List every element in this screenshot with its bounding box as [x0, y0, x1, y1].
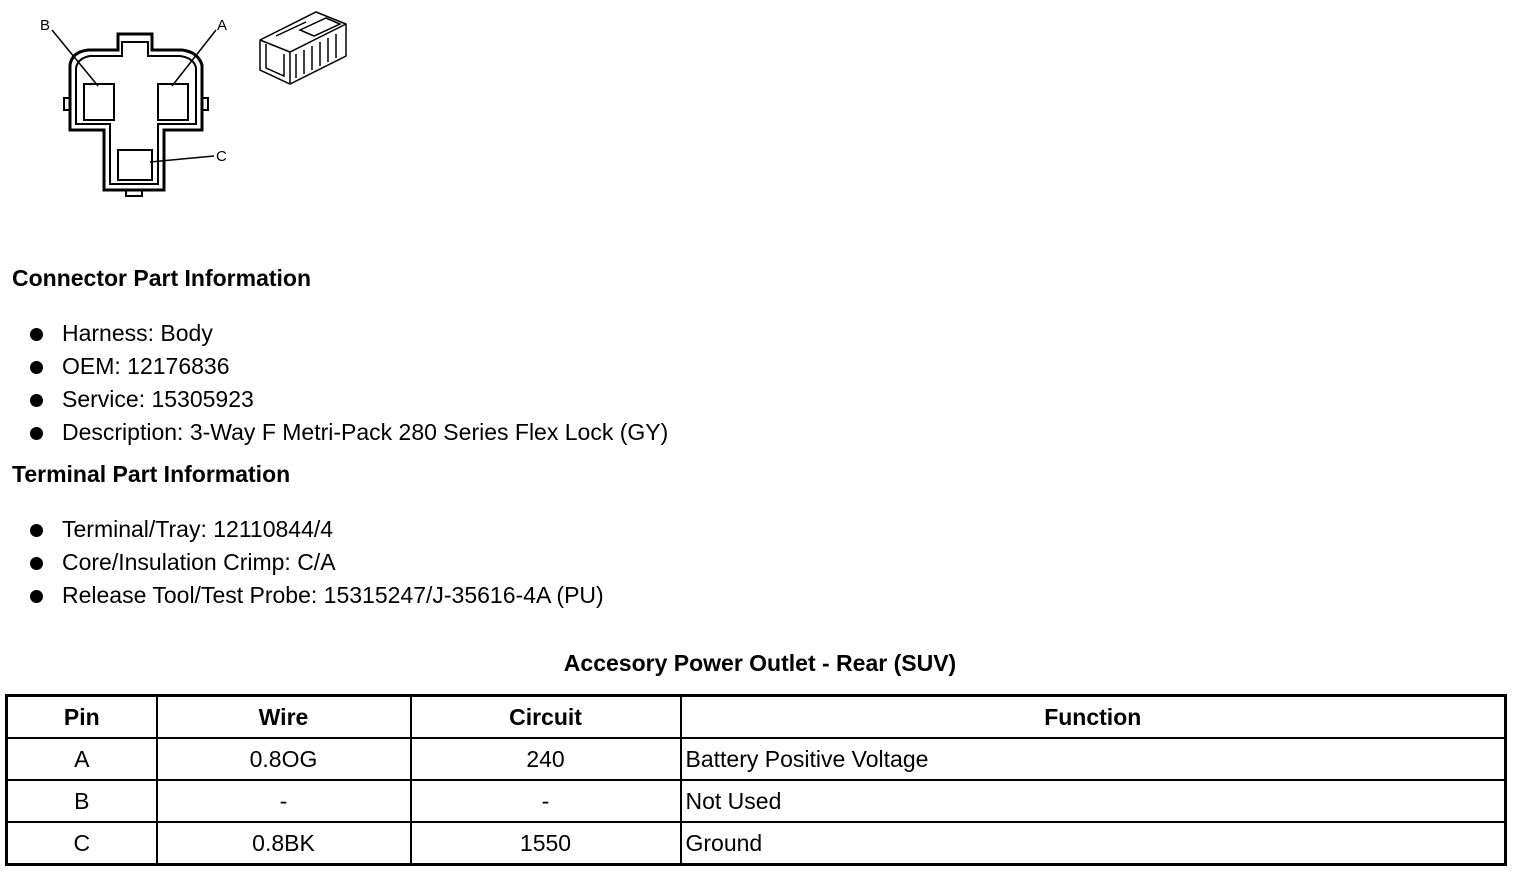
bullet-icon [30, 361, 43, 374]
header-wire: Wire [157, 696, 411, 739]
list-item: Terminal/Tray: 12110844/4 [0, 513, 604, 546]
header-function: Function [681, 696, 1506, 739]
connector-info-list [0, 317, 668, 449]
cavity-c [118, 150, 152, 180]
bullet-icon [30, 394, 43, 407]
list-item: Description: 3-Way F Metri-Pack 280 Series Flex Lock (GY) [0, 416, 668, 449]
bullet-icon [30, 524, 43, 537]
bullet-icon [30, 427, 43, 440]
cell-circuit: 240 [411, 738, 681, 780]
cavity-a [158, 84, 188, 120]
table-row [7, 738, 1506, 780]
connector-heading: Connector Part Information [12, 265, 312, 291]
label-c: C [216, 148, 227, 165]
table-row [7, 780, 1506, 822]
bullet-icon [30, 557, 43, 570]
connector-face-diagram [0, 0, 250, 210]
cell-function: Ground [681, 822, 1506, 865]
list-item: OEM: 12176836 [0, 350, 668, 383]
table-row [7, 822, 1506, 865]
cell-pin: B [7, 780, 157, 822]
header-pin: Pin [7, 696, 157, 739]
table-title: Accesory Power Outlet - Rear (SUV) [563, 650, 957, 676]
header-circuit: Circuit [411, 696, 681, 739]
cell-circuit: - [411, 780, 681, 822]
list-item: Service: 15305923 [0, 383, 668, 416]
bullet-icon [30, 328, 43, 341]
terminal-info-list [0, 513, 604, 612]
list-item: Harness: Body [0, 317, 668, 350]
cell-wire: 0.8OG [157, 738, 411, 780]
label-a: A [217, 17, 228, 34]
connector-isometric-image [256, 6, 352, 88]
pinout-table [5, 694, 1507, 866]
cell-function: Not Used [681, 780, 1506, 822]
cell-wire: 0.8BK [157, 822, 411, 865]
bullet-icon [30, 590, 43, 603]
cavity-b [84, 84, 114, 120]
table-header-row [7, 696, 1506, 739]
label-b: B [40, 17, 51, 34]
list-item: Release Tool/Test Probe: 15315247/J-35616-4A (PU) [0, 579, 604, 612]
terminal-heading: Terminal Part Information [12, 461, 291, 487]
cell-wire: - [157, 780, 411, 822]
cell-function: Battery Positive Voltage [681, 738, 1506, 780]
cell-pin: A [7, 738, 157, 780]
cell-pin: C [7, 822, 157, 865]
cell-circuit: 1550 [411, 822, 681, 865]
list-item: Core/Insulation Crimp: C/A [0, 546, 604, 579]
